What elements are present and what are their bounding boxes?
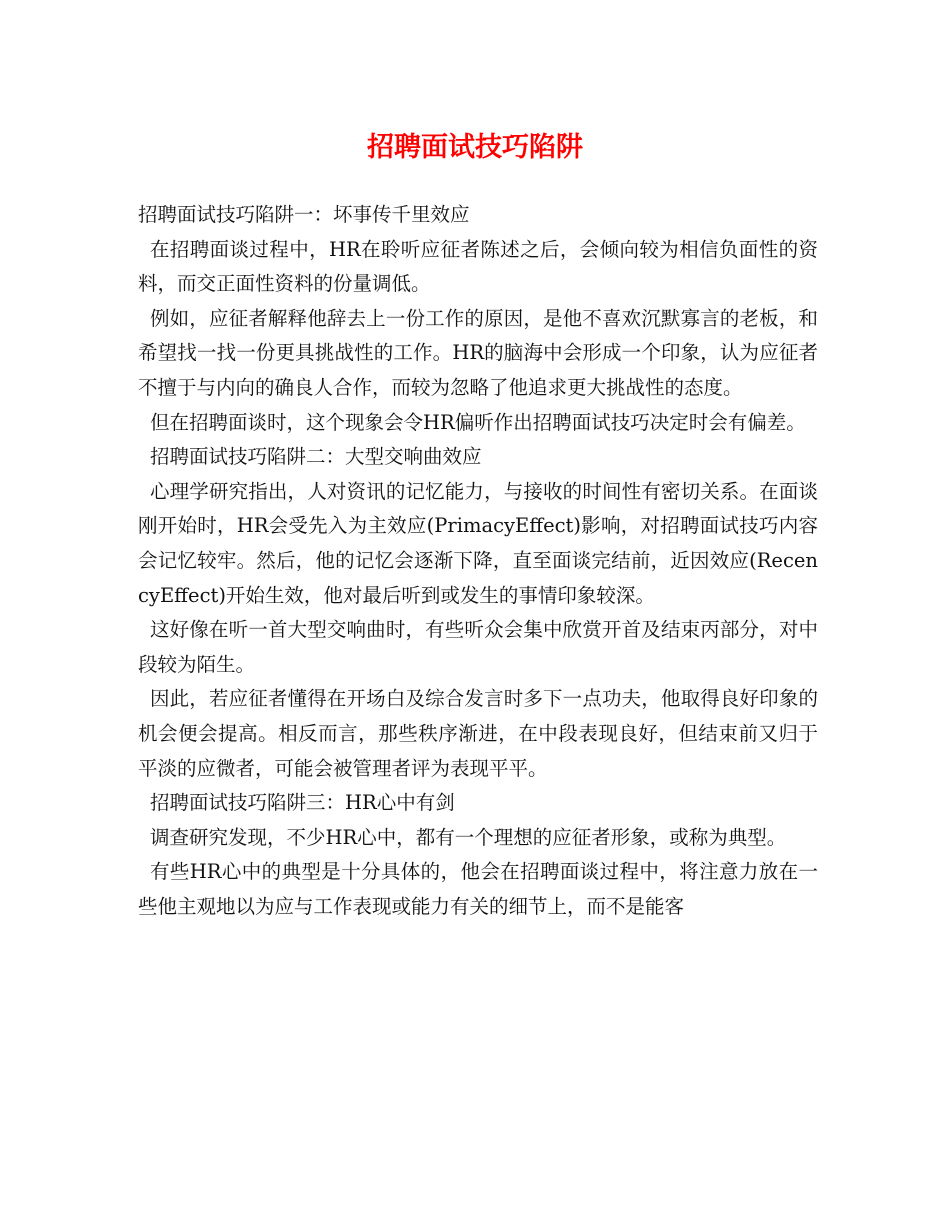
paragraph: 例如，应征者解释他辞去上一份工作的原因，是他不喜欢沉默寡言的老板，和希望找一找一份更具挑战性的工作。HR的脑海中会形成一个印象，认为应征者不擅于与内向的确良人合作，而较为忽略了他追求更大挑战性的态度。 xyxy=(138,306,818,399)
paragraph: 但在招聘面谈时，这个现象会令HR偏听作出招聘面试技巧决定时会有偏差。 xyxy=(150,410,806,434)
paragraph: 这好像在听一首大型交响曲时，有些听众会集中欣赏开首及结束丙部分，对中段较为陌生。 xyxy=(138,618,818,676)
paragraph: 心理学研究指出，人对资讯的记忆能力，与接收的时间性有密切关系。在面谈刚开始时，HR会受先入为主效应(PrimacyEffect)影响，对招聘面试技巧内容会记忆较牢。然后，他的记忆会逐渐下降，直至面谈完结前，近因效应(RecencyEffect)开始生效，他对最后听到或发生的事情印象较深。 xyxy=(138,479,818,607)
paragraph: 调查研究发现，不少HR心中，都有一个理想的应征者形象，或称为典型。 xyxy=(150,825,787,849)
section-heading: 招聘面试技巧陷阱三：HR心中有剑 xyxy=(150,791,455,815)
paragraph: 有些HR心中的典型是十分具体的，他会在招聘面谈过程中，将注意力放在一些他主观地以为应与工作表现或能力有关的细节上，而不是能客 xyxy=(138,860,818,918)
document-title: 招聘面试技巧陷阱 xyxy=(367,132,583,163)
paragraph: 因此，若应征者懂得在开场白及综合发言时多下一点功夫，他取得良好印象的机会便会提高。相反而言，那些秩序渐进，在中段表现良好，但结束前又归于平淡的应微者，可能会被管理者评为表现平平。 xyxy=(138,687,818,780)
paragraph: 在招聘面谈过程中，HR在聆听应征者陈述之后，会倾向较为相信负面性的资料，而交正面性资料的份量调低。 xyxy=(138,237,818,296)
section-heading: 招聘面试技巧陷阱二：大型交响曲效应 xyxy=(150,445,482,469)
document-body xyxy=(138,198,818,924)
paragraph: 招聘面试技巧陷阱一：坏事传千里效应 xyxy=(138,203,470,226)
